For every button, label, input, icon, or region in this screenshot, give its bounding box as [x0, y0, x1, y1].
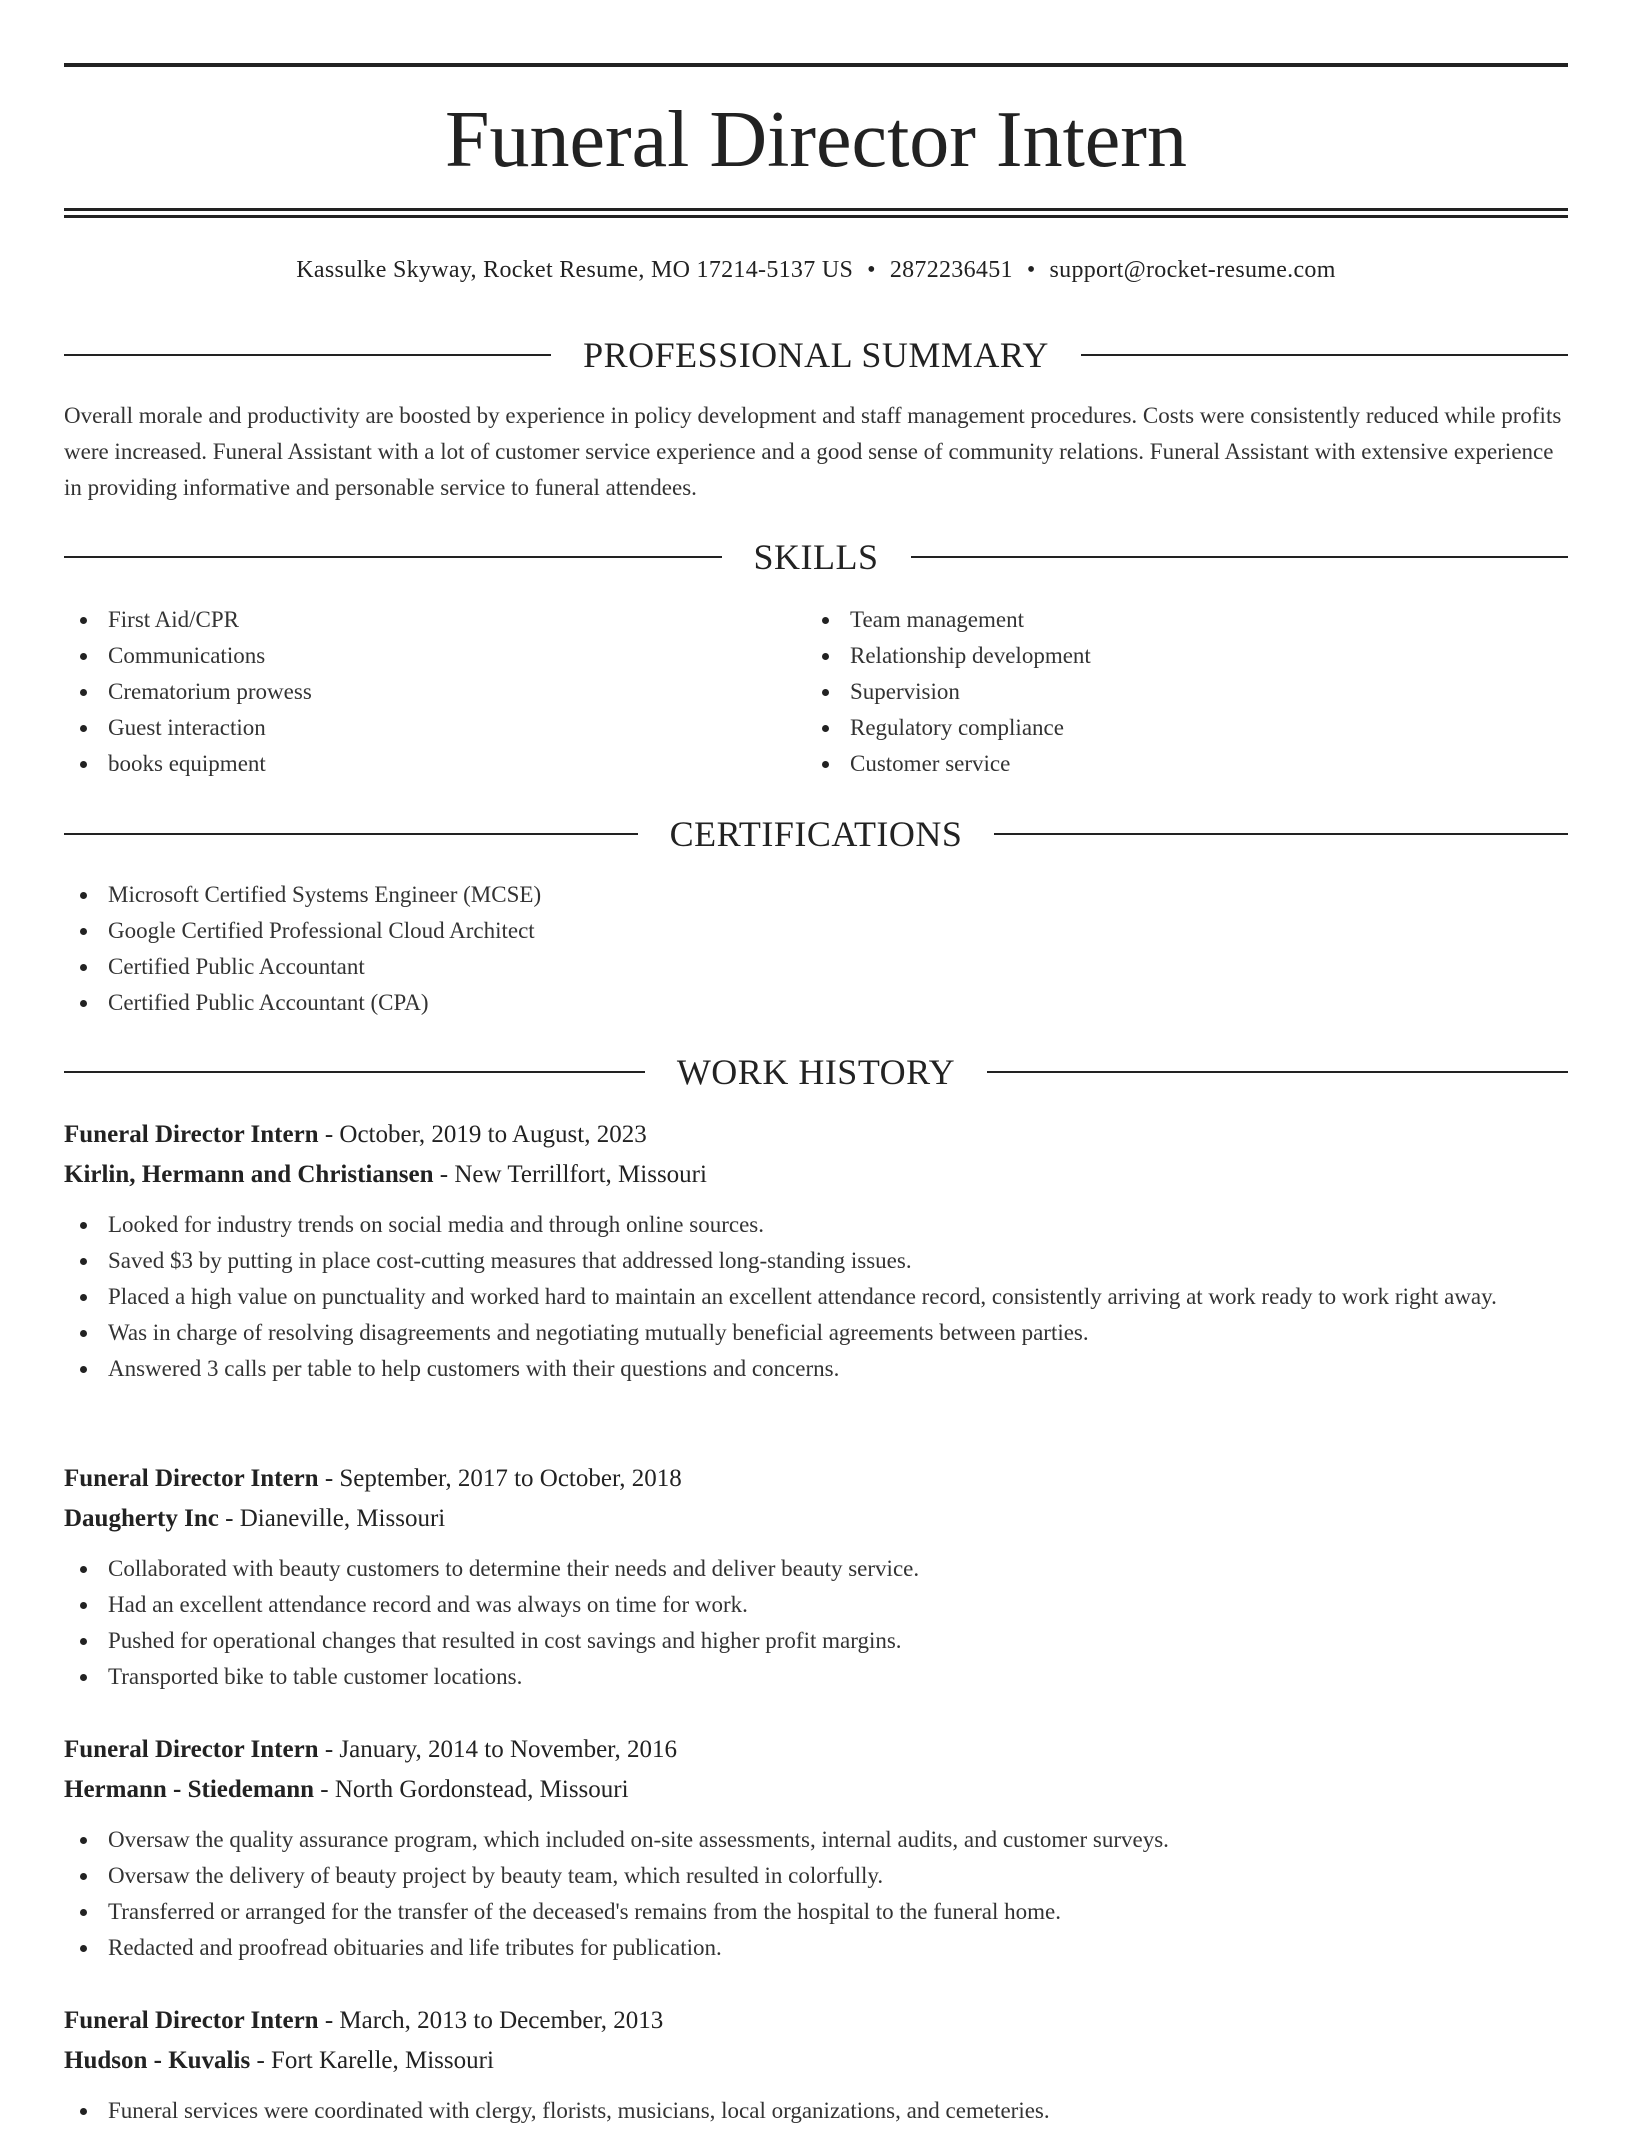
job-bullet: Answered 3 calls per table to help customers with their questions and concerns.	[64, 1351, 1568, 1387]
job-role: Funeral Director Intern	[64, 1465, 319, 1492]
job-bullet: Placed a high value on punctuality and worked hard to maintain an excellent attendance record, consistently arriving at work ready to work right away.	[64, 1279, 1568, 1315]
skill-item: First Aid/CPR	[64, 602, 804, 638]
job-entry	[64, 1459, 1568, 1695]
job-bullet: Oversaw the quality assurance program, which included on-site assessments, internal audits, and customer surveys.	[64, 1822, 1568, 1858]
skill-item: Supervision	[806, 674, 1546, 710]
job-bullet: Pushed for operational changes that resulted in cost savings and higher profit margins.	[64, 1623, 1568, 1659]
title-rule-lower	[64, 215, 1568, 218]
job-company-line: Hudson - Kuvalis - Fort Karelle, Missouri	[64, 2047, 494, 2074]
job-bullet: Had an excellent attendance record and was always on time for work.	[64, 1587, 1568, 1623]
certification-item: Google Certified Professional Cloud Architect	[64, 913, 1568, 949]
section-title: PROFESSIONAL SUMMARY	[583, 335, 1049, 375]
skill-item: Crematorium prowess	[64, 674, 804, 710]
section-heading-work-history	[64, 1050, 1568, 1094]
job-company-line: Hermann - Stiedemann - North Gordonstead, Missouri	[64, 1776, 629, 1803]
job-bullet: Oversaw the delivery of beauty project by beauty team, which resulted in colorfully.	[64, 1858, 1568, 1894]
section-heading-certifications	[64, 812, 1568, 856]
job-company-line: Kirlin, Hermann and Christiansen - New Terrillfort, Missouri	[64, 1161, 707, 1188]
job-company-line: Daugherty Inc - Dianeville, Missouri	[64, 1505, 446, 1532]
section-heading-summary	[64, 333, 1568, 377]
job-dates: March, 2013 to December, 2013	[339, 2007, 664, 2034]
job-entry	[64, 1730, 1568, 1966]
skills-column-left	[64, 602, 804, 782]
skill-item: books equipment	[64, 746, 804, 782]
section-title: CERTIFICATIONS	[669, 814, 963, 854]
job-location: North Gordonstead, Missouri	[334, 1776, 629, 1803]
job-bullets	[64, 2093, 1568, 2129]
job-bullets	[64, 1551, 1568, 1695]
section-rule	[64, 354, 551, 356]
job-dates: January, 2014 to November, 2016	[339, 1736, 677, 1763]
job-entry	[64, 2001, 1568, 2129]
resume-title: Funeral Director Intern	[445, 96, 1187, 184]
job-bullet: Collaborated with beauty customers to determine their needs and deliver beauty service.	[64, 1551, 1568, 1587]
job-role: Funeral Director Intern	[64, 2007, 319, 2034]
contact-line	[64, 254, 1568, 286]
job-bullet: Transferred or arranged for the transfer of the deceased's remains from the hospital to the funeral home.	[64, 1894, 1568, 1930]
job-bullet: Saved $3 by putting in place cost-cutting measures that addressed long-standing issues.	[64, 1243, 1568, 1279]
job-bullets	[64, 1822, 1568, 1966]
job-bullet: Funeral services were coordinated with clergy, florists, musicians, local organizations, and cemeteries.	[64, 2093, 1568, 2129]
skill-item: Communications	[64, 638, 804, 674]
section-rule	[987, 1071, 1568, 1073]
certification-item: Microsoft Certified Systems Engineer (MCSE)	[64, 877, 1568, 913]
section-rule	[1081, 354, 1568, 356]
job-bullet: Looked for industry trends on social media and through online sources.	[64, 1207, 1568, 1243]
job-company: Hudson - Kuvalis	[64, 2047, 251, 2074]
section-rule	[994, 833, 1568, 835]
contact-phone: 2872236451	[889, 257, 1013, 283]
job-location: New Terrillfort, Missouri	[454, 1161, 707, 1188]
section-title: WORK HISTORY	[676, 1052, 956, 1092]
section-heading-skills	[64, 535, 1568, 579]
job-dates: September, 2017 to October, 2018	[339, 1465, 682, 1492]
job-title-line: Funeral Director Intern - March, 2013 to December, 2013	[64, 2007, 664, 2034]
job-bullet: Was in charge of resolving disagreements and negotiating mutually beneficial agreements between parties.	[64, 1315, 1568, 1351]
summary-paragraph: Overall morale and productivity are boosted by experience in policy development and staff management procedures. Costs were consistently reduced while profits were increased. Funeral Assistant with a lot of customer service experience and a good sense of community relations. Funeral Assistant with extensive experience in providing informative and personable service to funeral attendees.	[64, 403, 1562, 500]
section-rule	[64, 556, 722, 558]
job-dates: October, 2019 to August, 2023	[339, 1121, 647, 1148]
skill-item: Team management	[806, 602, 1546, 638]
section-rule	[911, 556, 1569, 558]
job-location: Dianeville, Missouri	[239, 1505, 446, 1532]
job-company: Hermann - Stiedemann	[64, 1776, 314, 1803]
job-role: Funeral Director Intern	[64, 1736, 319, 1763]
skill-item: Relationship development	[806, 638, 1546, 674]
skills-column-right	[806, 602, 1546, 782]
certifications-list	[64, 877, 1568, 1021]
job-entry	[64, 1115, 1568, 1387]
job-title-line: Funeral Director Intern - September, 2017 to October, 2018	[64, 1465, 682, 1492]
section-rule	[64, 1071, 645, 1073]
certification-item: Certified Public Accountant (CPA)	[64, 985, 1568, 1021]
skill-item: Customer service	[806, 746, 1546, 782]
contact-separator: •	[1026, 257, 1036, 283]
job-title-line: Funeral Director Intern - October, 2019 to August, 2023	[64, 1121, 647, 1148]
certification-item: Certified Public Accountant	[64, 949, 1568, 985]
contact-address: Kassulke Skyway, Rocket Resume, MO 17214-5137 US	[296, 257, 854, 283]
job-title-line: Funeral Director Intern - January, 2014 to November, 2016	[64, 1736, 677, 1763]
job-bullet: Redacted and proofread obituaries and life tributes for publication.	[64, 1930, 1568, 1966]
contact-email: support@rocket-resume.com	[1049, 257, 1336, 283]
title-rule-upper	[64, 208, 1568, 211]
skill-item: Guest interaction	[64, 710, 804, 746]
skill-item: Regulatory compliance	[806, 710, 1546, 746]
section-title: SKILLS	[753, 537, 879, 577]
contact-separator: •	[867, 257, 876, 283]
job-company: Kirlin, Hermann and Christiansen	[64, 1161, 434, 1188]
section-rule	[64, 833, 638, 835]
job-bullets	[64, 1207, 1568, 1387]
job-company: Daugherty Inc	[64, 1505, 219, 1532]
job-location: Fort Karelle, Missouri	[271, 2047, 494, 2074]
top-rule	[64, 63, 1568, 67]
job-role: Funeral Director Intern	[64, 1121, 319, 1148]
job-bullet: Transported bike to table customer locations.	[64, 1659, 1568, 1695]
